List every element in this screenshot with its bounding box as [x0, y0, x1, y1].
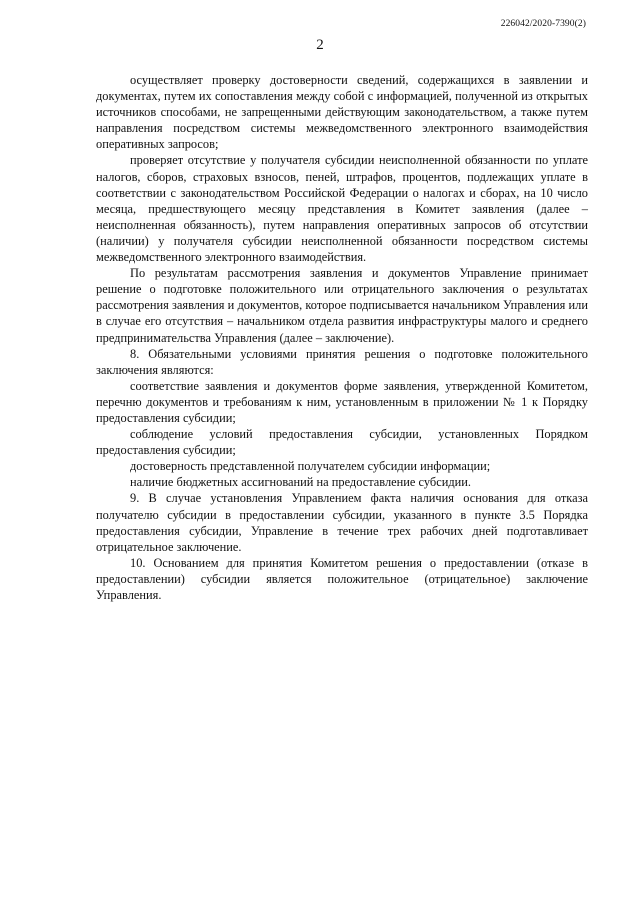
page-number: 2 — [316, 37, 324, 53]
paragraph-condition-reliability: достоверность представленной получателем субсидии информации; — [130, 459, 491, 474]
document-registration-number: 226042/2020-7390(2) — [500, 19, 586, 29]
paragraph-review-result: По результатам рассмотрения заявления и документов Управление принимает решение о подготовке положительного или отрицательного заключения о результатах рассмотрения заявления и документов, которое подписывается начальником Управления или в случае его отсутствия – начальником отдела развития инфраструктуры малого и среднего предпринимательства Управления (далее – заключение). — [96, 266, 588, 345]
paragraph-check-tax-obligations: проверяет отсутствие у получателя субсидии неисполненной обязанности по уплате налогов, сборов, страховых взносов, пеней, штрафов, процентов, подлежащих уплате в соответствии с законодательством Российской Федерации о налогах и сборах, на 10 число месяца, предшествующего месяцу представления в Комитет заявления (далее – неисполненная обязанность), путем направления оперативных запросов об отсутствии (наличии) у получателя субсидии неисполненной обязанности посредством системы межведомственного электронного взаимодействия. — [96, 153, 588, 265]
document-body — [96, 72, 588, 603]
paragraph-verify-documents: осуществляет проверку достоверности сведений, содержащихся в заявлении и документах, путем их сопоставления между собой с информацией, полученной из открытых источников способами, не запрещенными действующим законодательством, а также путем направления посредством системы межведомственного электронного взаимодействия оперативных запросов; — [96, 73, 588, 152]
paragraph-condition-form: соответствие заявления и документов форме заявления, утвержденной Комитетом, перечню документов и требованиям к ним, установленным в приложении № 1 к Порядку предоставления субсидии; — [96, 378, 588, 425]
paragraph-condition-budget: наличие бюджетных ассигнований на предоставление субсидии. — [130, 475, 471, 490]
paragraph-item-9: 9. В случае установления Управлением факта наличия основания для отказа получателю субсидии в предоставлении субсидии, указанного в пункте 3.5 Порядка предоставления субсидии, Управление в течение трех рабочих дней подготавливает отрицательное заключение. — [96, 491, 588, 554]
paragraph-item-8: 8. Обязательными условиями принятия решения о подготовке положительного заключения являются: — [96, 346, 588, 377]
paragraph-condition-terms: соблюдение условий предоставления субсидии, установленных Порядком предоставления субсидии; — [96, 427, 588, 458]
paragraph-item-10: 10. Основанием для принятия Комитетом решения о предоставлении (отказе в предоставлении) субсидии является положительное (отрицательное) заключение Управления. — [96, 555, 588, 602]
